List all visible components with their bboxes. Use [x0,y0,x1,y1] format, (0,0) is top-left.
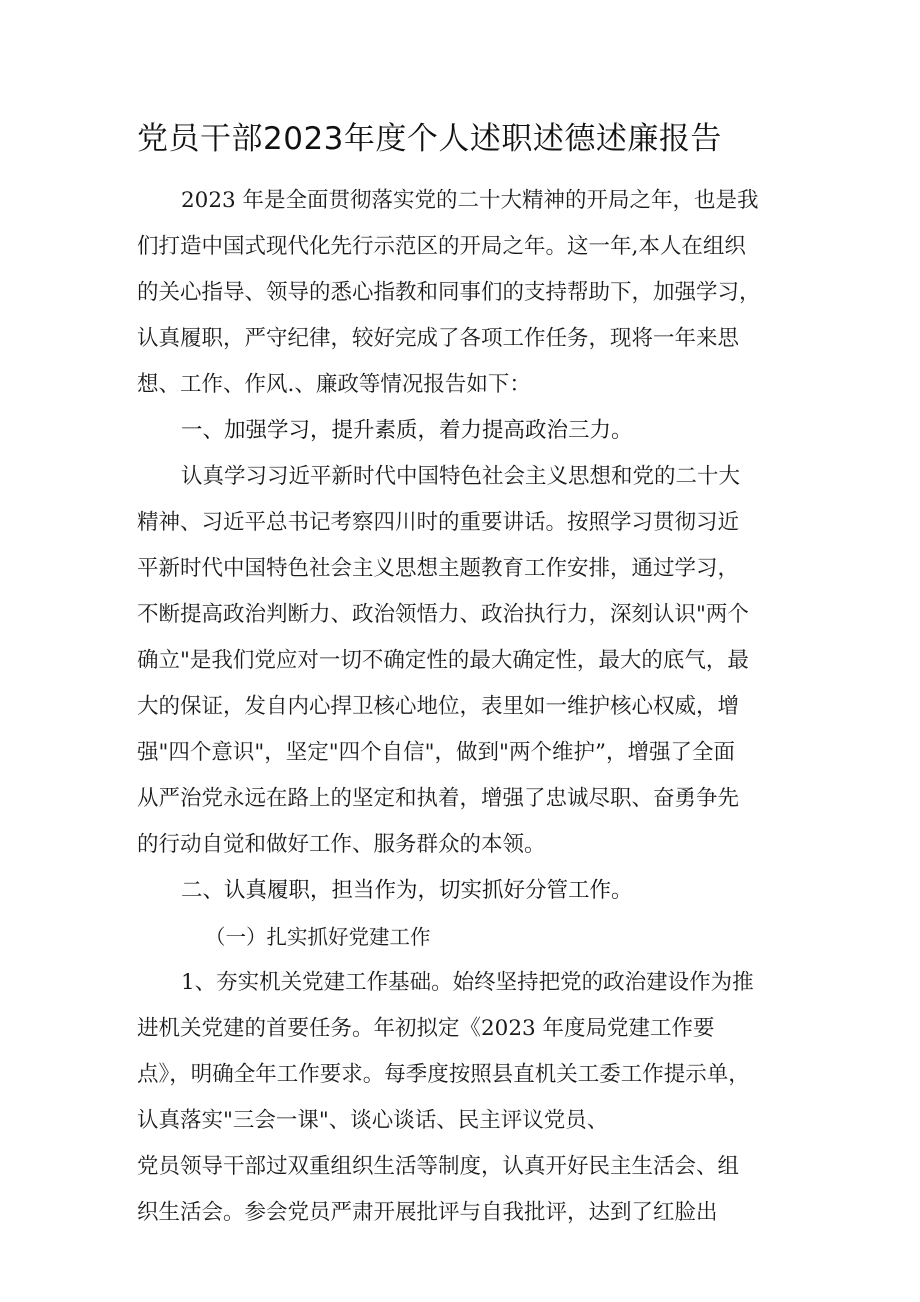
section2-line: 点》，明确全年工作要求。每季度按照县直机关工委工作提示单， [137,1062,750,1087]
section2-subheading: （一）扎实抓好党建工作 [205,925,431,949]
section1-line: 精神、习近平总书记考察四川时的重要讲话。按照学习贯彻习近 [137,510,740,535]
section2-heading: 二、认真履职，担当作为，切实抓好分管工作。 [181,878,633,903]
section2-line: 1、夯实机关党建工作基础。始终坚持把党的政治建设作为推 [181,970,754,995]
section2-line: 织生活会。参会党员严肃开展批评与自我批评，达到了红脸出 [137,1200,718,1225]
section1-line: 强"四个意识"，坚定"四个自信"，做到"两个维护”，增强了全面 [137,740,735,765]
section1-line: 不断提高政治判断力、政治领悟力、政治执行力，深刻认识"两个 [137,602,749,627]
section1-line: 从严治党永远在路上的坚定和执着，增强了忠诚尽职、奋勇争先 [137,786,740,811]
intro-line: 想、工作、作风.、廉政等情况报告如下： [137,372,531,397]
intro-line: 们打造中国式现代化先行示范区的开局之年。这一年,本人在组织 [137,234,746,259]
section1-line: 认真学习习近平新时代中国特色社会主义思想和党的二十大 [181,464,741,489]
intro-line: 的关心指导、领导的悉心指教和同事们的支持帮助下，加强学习， [137,280,761,305]
intro-line: 2023 年是全面贯彻落实党的二十大精神的开局之年，也是我 [181,188,759,213]
section1-line: 大的保证，发自内心捍卫核心地位，表里如一维护核心权威，增 [137,694,740,719]
intro-line: 认真履职，严守纪律，较好完成了各项工作任务，现将一年来思 [137,326,740,351]
document-title: 党员干部2023年度个人述职述德述廉报告 [137,121,722,157]
section2-line: 认真落实"三会一课"、谈心谈话、民主评议党员、 [137,1108,609,1133]
section1-heading: 一、加强学习，提升素质，着力提高政治三力。 [181,418,633,443]
section2-line: 党员领导干部过双重组织生活等制度，认真开好民主生活会、组 [137,1154,740,1179]
section1-line: 确立"是我们党应对一切不确定性的最大确定性，最大的底气，最 [137,648,749,673]
section1-line: 平新时代中国特色社会主义思想主题教育工作安排，通过学习， [137,556,740,581]
section2-line: 进机关党建的首要任务。年初拟定《2023 年度局党建工作要 [137,1016,715,1041]
document-body [137,178,797,1236]
section1-line: 的行动自觉和做好工作、服务群众的本领。 [137,832,546,857]
